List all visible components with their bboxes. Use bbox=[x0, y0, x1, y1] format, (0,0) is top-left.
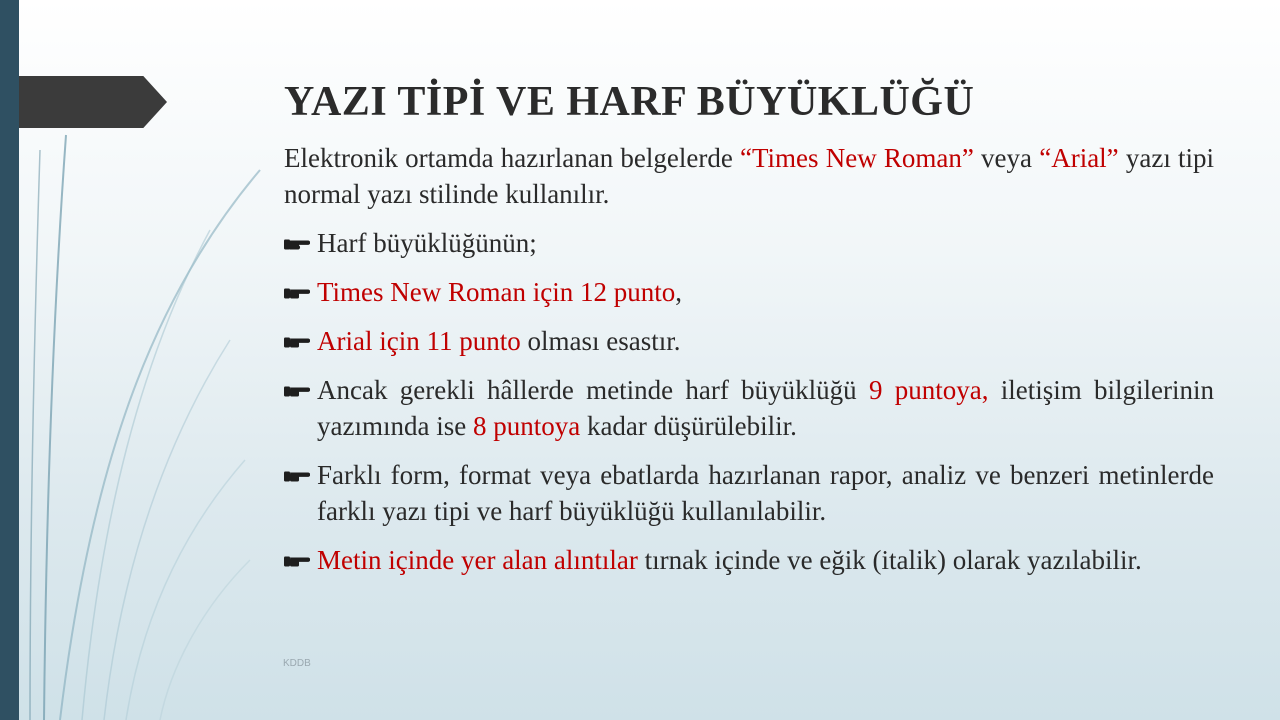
bullet-item bbox=[284, 323, 1214, 359]
footer-label: KDDB bbox=[283, 658, 311, 669]
bullet-item bbox=[284, 542, 1214, 578]
intro-text: veya bbox=[973, 143, 1040, 173]
hand-pointing-icon bbox=[284, 335, 310, 349]
bullet-text: Farklı form, format veya ebatlarda hazırlanan rapor, analiz ve benzeri metinlerde farklı yazı tipi ve harf büyüklüğü kullanılabilir. bbox=[317, 460, 1214, 526]
bullet-text: iletişim bilgilerinin yazımında ise bbox=[317, 375, 1214, 441]
bullet-text: Harf büyüklüğünün; bbox=[317, 228, 537, 258]
bullet-text: , bbox=[675, 277, 683, 307]
bullet-highlight: Arial için 11 punto bbox=[317, 326, 521, 356]
hand-pointing-icon bbox=[284, 237, 310, 251]
bullet-text: Ancak gerekli hâllerde metinde harf büyüklüğü bbox=[317, 375, 869, 405]
bullet-highlight: 8 puntoya bbox=[472, 411, 581, 441]
bullet-highlight: Metin içinde yer alan alıntılar bbox=[317, 545, 638, 575]
hand-pointing-icon bbox=[284, 469, 310, 483]
bullet-highlight: 9 puntoya, bbox=[868, 375, 989, 405]
hand-pointing-icon bbox=[284, 554, 310, 568]
slide-title: YAZI TİPİ VE HARF BÜYÜKLÜĞÜ bbox=[284, 79, 975, 125]
intro-text: yazı tipi normal yazı stilinde kullanılır. bbox=[284, 143, 1215, 209]
title-tab-arrow bbox=[19, 76, 167, 128]
bullet-text: kadar düşürülebilir. bbox=[580, 411, 797, 441]
bullet-item bbox=[284, 274, 1214, 310]
bullet-item bbox=[284, 372, 1214, 444]
hand-pointing-icon bbox=[284, 384, 310, 398]
intro-text: Elektronik ortamda hazırlanan belgelerde bbox=[284, 143, 741, 173]
bullet-item bbox=[284, 225, 1214, 261]
left-accent-bar bbox=[0, 0, 19, 720]
bullet-text: tırnak içinde ve eğik (italik) olarak yazılabilir. bbox=[637, 545, 1142, 575]
intro-highlight-times: “Times New Roman” bbox=[740, 143, 974, 173]
bullet-highlight: Times New Roman için 12 punto bbox=[317, 277, 676, 307]
intro-paragraph bbox=[284, 140, 1214, 212]
bullet-text: olması esastır. bbox=[520, 326, 681, 356]
slide-content bbox=[284, 140, 1214, 591]
intro-highlight-arial: “Arial” bbox=[1039, 143, 1119, 173]
hand-pointing-icon bbox=[284, 286, 310, 300]
bullet-item bbox=[284, 457, 1214, 529]
